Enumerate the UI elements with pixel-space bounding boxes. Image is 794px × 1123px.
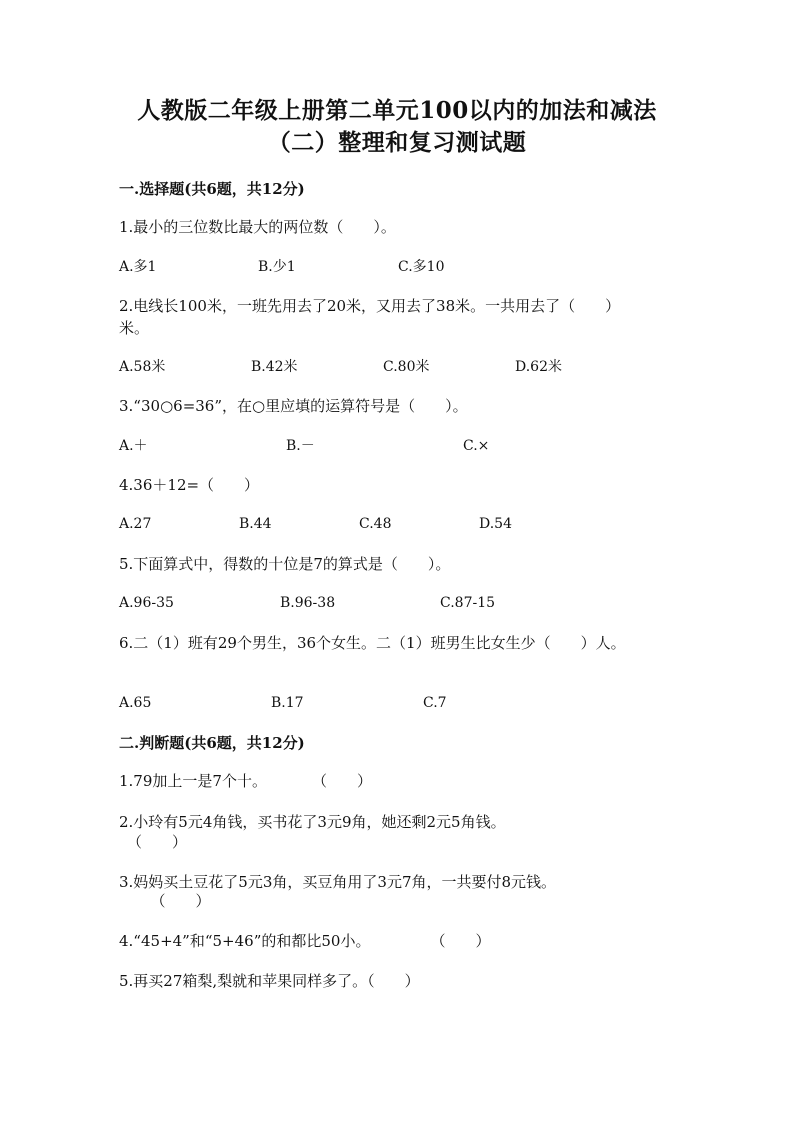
- question-1-option-a: A.多1: [119, 259, 157, 275]
- question-6-option-b: B.17: [271, 695, 304, 711]
- question-3-text: 3.“30○6=36”，在○里应填的运算符号是（ ）。: [119, 397, 468, 415]
- question-4-text: 4.36＋12=（ ）: [119, 476, 260, 494]
- question-5-text: 5.下面算式中，得数的十位是7的算式是（ ）。: [119, 555, 451, 573]
- question-1-text: 1.最小的三位数比最大的两位数（ ）。: [119, 218, 396, 236]
- question-6-option-c: C.7: [423, 695, 447, 711]
- section-heading-choice: 一.选择题(共6题，共12分): [119, 180, 305, 198]
- page-title-line-2: （二）整理和复习测试题: [267, 129, 527, 156]
- question-1-option-b: B.少1: [258, 259, 296, 275]
- question-2-option-b: B.42米: [251, 359, 298, 375]
- question-5-option-b: B.96-38: [280, 595, 336, 611]
- question-6-option-a: A.65: [119, 695, 152, 711]
- tf-question-5: 5.再买27箱梨,梨就和苹果同样多了。（ ）: [119, 972, 420, 990]
- question-2-option-d: D.62米: [515, 359, 562, 375]
- question-3-option-a: A.＋: [119, 438, 148, 454]
- question-5-option-a: A.96-35: [119, 595, 174, 611]
- tf-question-3-line-2: （ ）: [143, 892, 211, 910]
- section-heading-true-false: 二.判断题(共6题，共12分): [119, 734, 305, 752]
- question-4-option-a: A.27: [119, 516, 152, 532]
- tf-question-1: 1.79加上一是7个十。 （ ）: [119, 772, 372, 790]
- question-2-text-line-1: 2.电线长100米，一班先用去了20米，又用去了38米。一共用去了（ ）: [119, 297, 621, 315]
- tf-question-3-line-1: 3.妈妈买土豆花了5元3角，买豆角用了3元7角，一共要付8元钱。: [119, 873, 557, 891]
- tf-question-2-line-1: 2.小玲有5元4角钱，买书花了3元9角，她还剩2元5角钱。: [119, 813, 506, 831]
- question-2-option-c: C.80米: [383, 359, 430, 375]
- question-4-option-b: B.44: [239, 516, 272, 532]
- question-4-option-c: C.48: [359, 516, 392, 532]
- question-1-option-c: C.多10: [398, 259, 445, 275]
- page-title-line-1: 人教版二年级上册第二单元100以内的加法和减法: [137, 97, 657, 124]
- question-3-option-c: C.×: [463, 438, 490, 454]
- question-2-text-line-2: 米。: [119, 319, 150, 337]
- question-6-text: 6.二（1）班有29个男生，36个女生。二（1）班男生比女生少（ ）人。: [119, 634, 626, 652]
- tf-question-4: 4.“45+4”和“5+46”的和都比50小。 （ ）: [119, 932, 491, 950]
- tf-question-2-line-2: （ ）: [127, 833, 188, 851]
- question-3-option-b: B.－: [286, 438, 315, 454]
- question-4-option-d: D.54: [479, 516, 512, 532]
- question-5-option-c: C.87-15: [440, 595, 496, 611]
- question-2-option-a: A.58米: [119, 359, 166, 375]
